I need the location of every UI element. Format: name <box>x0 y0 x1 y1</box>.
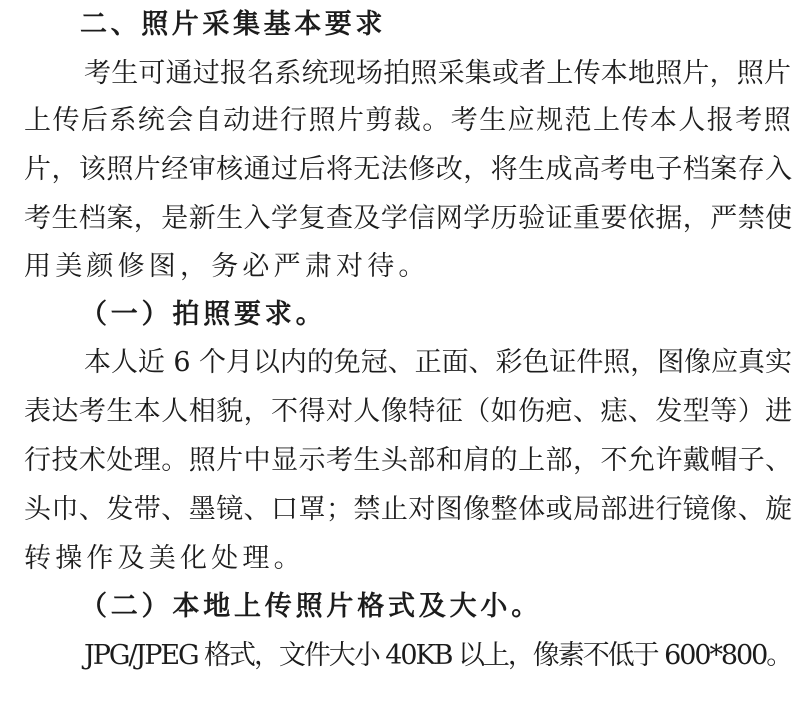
photo-requirements-line: 表达考生本人相貌，不得对人像特征（如伤疤、痣、发型等）进 <box>24 396 793 427</box>
photo-requirements-line: 转操作及美化处理。 <box>24 543 305 574</box>
subsection-heading-photo-requirements: （一）拍照要求。 <box>80 299 327 330</box>
upload-format-line: JPG/JPEG 格式，文件大小 40KB 以上，像素不低于 600*800。 <box>84 640 792 671</box>
subsection-heading-upload-format: （二）本地上传照片格式及大小。 <box>80 591 542 622</box>
intro-paragraph-line: 用美颜修图，务必严肃对待。 <box>24 251 430 282</box>
intro-paragraph-line: 考生档案，是新生入学复查及学信网学历验证重要依据，严禁使 <box>24 203 793 234</box>
photo-requirements-line: 头巾、发带、墨镜、口罩；禁止对图像整体或局部进行镜像、旋 <box>24 494 793 525</box>
intro-paragraph-line: 考生可通过报名系统现场拍照采集或者上传本地照片，照片 <box>84 58 792 89</box>
photo-requirements-line: 行技术处理。照片中显示考生头部和肩的上部，不允许戴帽子、 <box>24 445 793 476</box>
photo-requirements-line: 本人近 6 个月以内的免冠、正面、彩色证件照，图像应真实 <box>84 347 792 378</box>
intro-paragraph-line: 片，该照片经审核通过后将无法修改，将生成高考电子档案存入 <box>24 154 793 185</box>
intro-paragraph-line: 上传后系统会自动进行照片剪裁。考生应规范上传本人报考照 <box>24 105 793 136</box>
section-heading: 二、照片采集基本要求 <box>80 9 386 40</box>
